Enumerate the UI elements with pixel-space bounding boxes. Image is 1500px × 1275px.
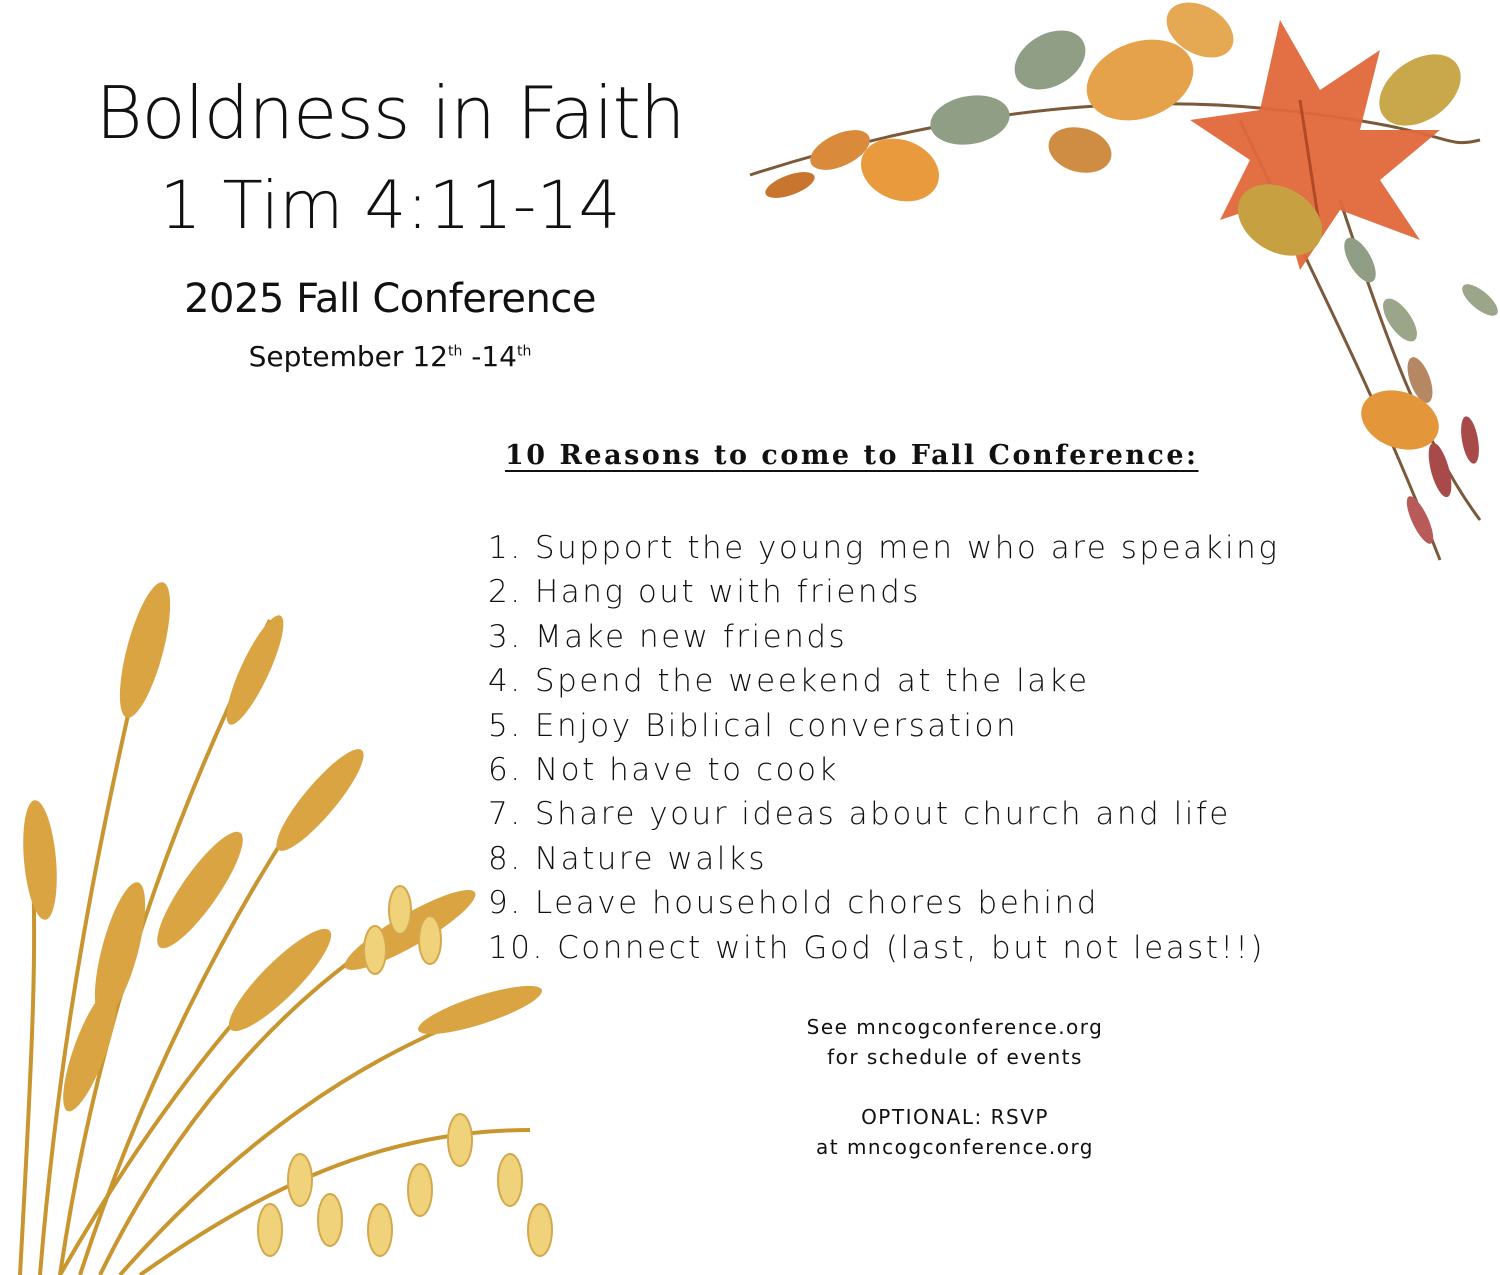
reason-item: 2. Hang out with friends bbox=[488, 574, 921, 611]
conference-subtitle: 2025 Fall Conference bbox=[184, 275, 596, 322]
rsvp-website: at mncogconference.org bbox=[815, 1135, 1095, 1159]
reasons-list bbox=[488, 526, 1388, 970]
schedule-caption: for schedule of events bbox=[827, 1045, 1083, 1069]
autumn-leaves-illustration bbox=[720, 0, 1500, 590]
title-block bbox=[60, 70, 720, 373]
reason-item: 6. Not have to cook bbox=[488, 752, 839, 789]
rsvp-label: OPTIONAL: RSVP bbox=[861, 1105, 1049, 1129]
page-title: Boldness in Faith bbox=[95, 71, 685, 155]
rsvp-note bbox=[700, 1102, 1210, 1162]
reason-item: 4. Spend the weekend at the lake bbox=[488, 663, 1090, 700]
reason-item: 10. Connect with God (last, but not least!!) bbox=[488, 929, 1265, 966]
reason-item: 5. Enjoy Biblical conversation bbox=[488, 707, 1019, 744]
reasons-heading: 10 Reasons to come to Fall Conference: bbox=[505, 440, 1199, 471]
dates-end-suffix: th bbox=[516, 343, 532, 360]
reason-item: 1. Support the young men who are speaking bbox=[488, 530, 1280, 566]
schedule-note bbox=[700, 1012, 1210, 1072]
reason-item: 7. Share your ideas about church and life bbox=[488, 796, 1231, 833]
dates-start: September 12 bbox=[248, 339, 448, 373]
reason-item: 3. Make new friends bbox=[488, 618, 848, 655]
schedule-website: See mncogconference.org bbox=[806, 1015, 1104, 1039]
scripture-reference: 1 Tim 4:11-14 bbox=[159, 167, 621, 245]
reason-item: 8. Nature walks bbox=[488, 840, 767, 877]
dates-start-suffix: th bbox=[447, 343, 463, 360]
reason-item: 9. Leave household chores behind bbox=[488, 885, 1099, 922]
conference-dates bbox=[60, 340, 720, 373]
dates-end: -14 bbox=[462, 339, 517, 373]
